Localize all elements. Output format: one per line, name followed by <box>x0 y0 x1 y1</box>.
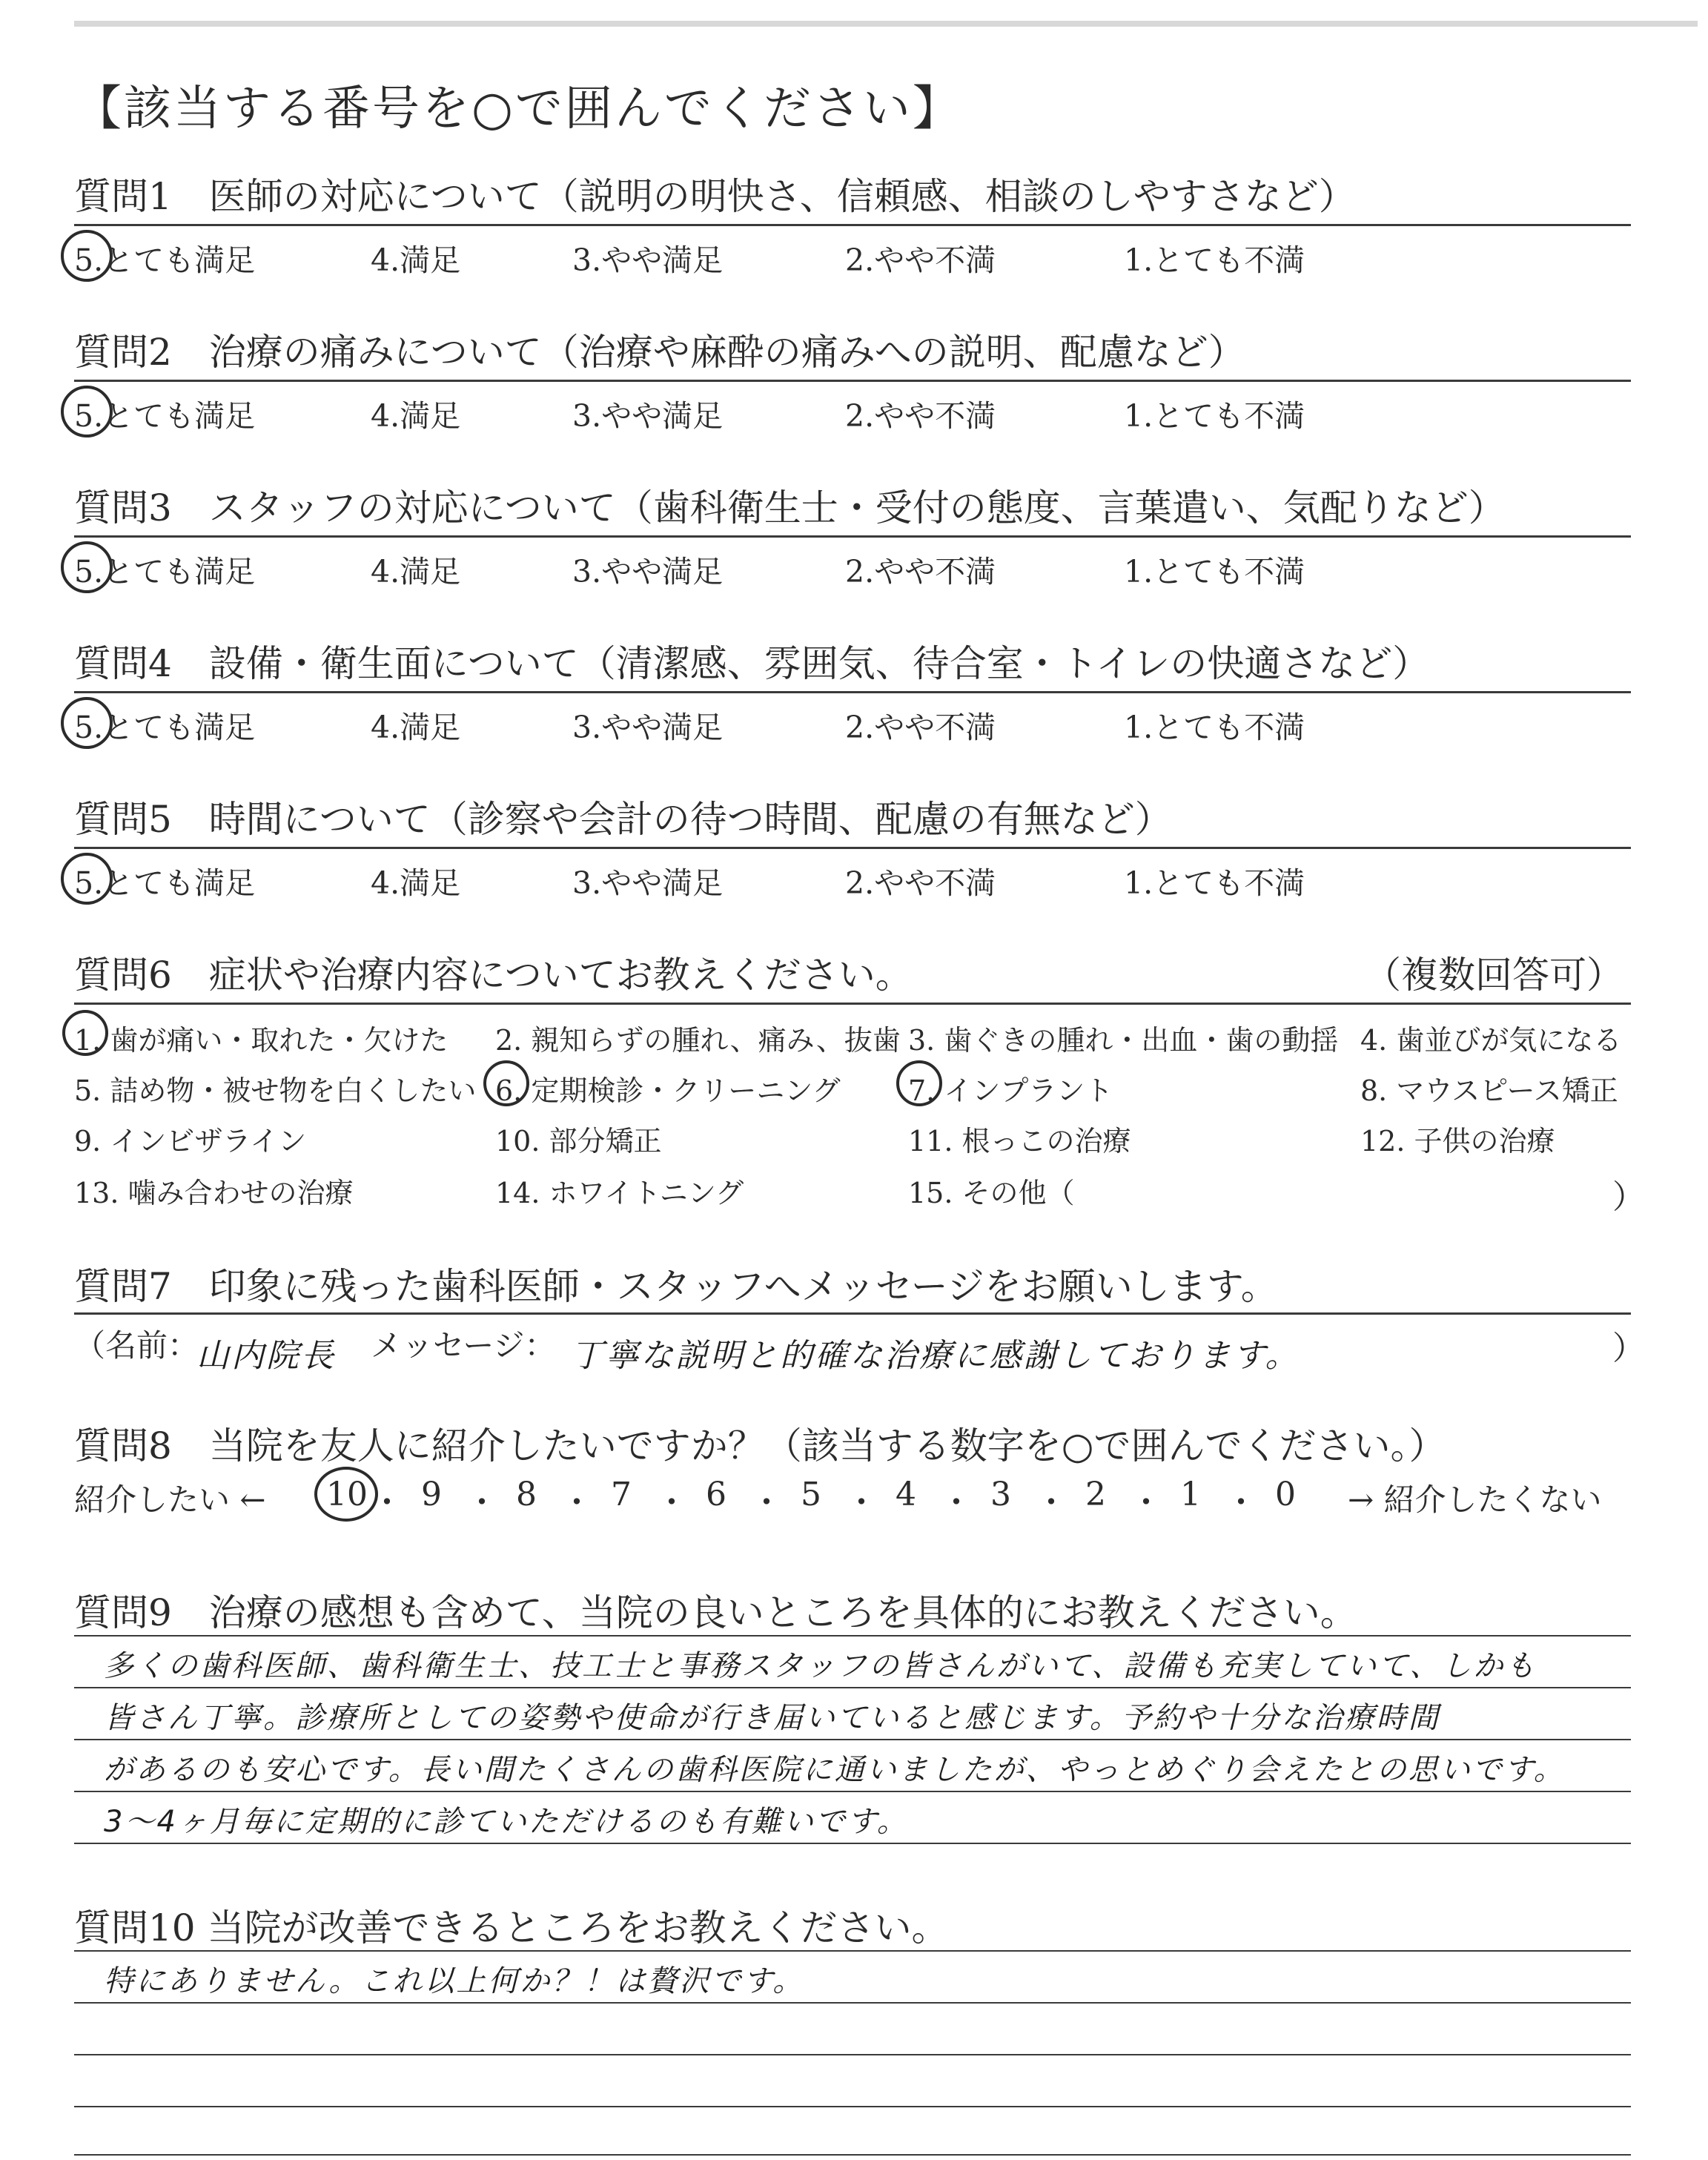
q8-title: 質問8 当院を友人に紹介したいですか？（該当する数字を○で囲んでください。） <box>74 1424 1446 1467</box>
selection-circle <box>314 1467 378 1522</box>
scale-separator: ・ <box>1225 1484 1257 1522</box>
q7-name-value: 山内院長 <box>196 1337 336 1375</box>
q6-note: （複数回答可） <box>1364 954 1623 997</box>
handwritten-line: 特にありません。これ以上何か？！は贅沢です。 <box>104 1964 805 1998</box>
rating-option: 1.とても不満 <box>1124 710 1305 745</box>
top-border <box>74 21 1698 27</box>
q6-option: 12. 子供の治療 <box>1360 1125 1555 1157</box>
handwritten-line: 3〜4ヶ月毎に定期的に診ていただけるのも有難いです。 <box>104 1805 909 1839</box>
q7-message-label: メッセージ： <box>371 1327 556 1364</box>
rating-option: 5.とても満足 <box>74 398 256 434</box>
page-title: 【該当する番号を○で囲んでください】 <box>74 82 962 136</box>
scale-separator: ・ <box>845 1484 878 1522</box>
rating-option: 5.とても満足 <box>74 242 256 278</box>
q7-name-label: （名前： <box>74 1327 199 1364</box>
rating-option: 4.満足 <box>371 554 461 589</box>
selection-circle <box>61 541 113 593</box>
selection-circle <box>896 1060 942 1106</box>
q9-title: 質問9 治療の感想も含めて、当院の良いところを具体的にお教えください。 <box>74 1591 1357 1634</box>
question-rule <box>74 691 1631 693</box>
selection-circle <box>61 697 113 749</box>
question-rule <box>74 224 1631 226</box>
question-rule <box>74 535 1631 538</box>
scale-separator: ・ <box>371 1484 403 1522</box>
q7-title: 質問7 印象に残った歯科医師・スタッフへメッセージをお願いします。 <box>74 1265 1278 1308</box>
answer-rule <box>74 2002 1631 2004</box>
q6-option: 13. 噛み合わせの治療 <box>74 1177 354 1209</box>
scale-number: 8 <box>516 1476 537 1513</box>
rating-option: 3.やや満足 <box>572 865 724 901</box>
question-title: 質問1 医師の対応について（説明の明快さ、信頼感、相談のしやすさなど） <box>74 175 1356 218</box>
scale-separator: ・ <box>1035 1484 1068 1522</box>
scale-number: 0 <box>1275 1476 1296 1513</box>
rating-option: 2.やや不満 <box>845 710 996 745</box>
handwritten-line: 多くの歯科医師、歯科衛生士、技工士と事務スタッフの皆さんがいて、設備も充実していて、しかも <box>104 1649 1537 1683</box>
scale-separator: ・ <box>655 1484 688 1522</box>
rating-option: 2.やや不満 <box>845 865 996 901</box>
q6-option: 1. 歯が痛い・取れた・欠けた <box>74 1024 448 1057</box>
answer-rule <box>74 1687 1631 1688</box>
q6-option: 11. 根っこの治療 <box>908 1125 1131 1157</box>
q6-option: 6. 定期検診・クリーニング <box>495 1074 841 1107</box>
question-title: 質問3 スタッフの対応について（歯科衛生士・受付の態度、言葉遣い、気配りなど） <box>74 486 1506 529</box>
answer-rule <box>74 1791 1631 1792</box>
q6-option: 14. ホワイトニング <box>495 1177 744 1209</box>
q6-option: 9. インビザライン <box>74 1125 307 1157</box>
rating-option: 1.とても不満 <box>1124 865 1305 901</box>
answer-rule <box>74 2054 1631 2055</box>
selection-circle <box>61 386 113 437</box>
q6-title: 質問6 症状や治療内容についてお教えください。 <box>74 954 913 997</box>
q6-option: 8. マウスピース矯正 <box>1360 1074 1618 1107</box>
rating-option: 1.とても不満 <box>1124 554 1305 589</box>
scale-number: 5 <box>801 1476 821 1513</box>
rating-option: 4.満足 <box>371 242 461 278</box>
rating-option: 4.満足 <box>371 710 461 745</box>
handwritten-line: があるのも安心です。長い間たくさんの歯科医院に通いましたが、やっとめぐり会えたとの思いです。 <box>104 1753 1566 1787</box>
scale-number: 1 <box>1180 1476 1201 1513</box>
q6-other-close: ） <box>1612 1178 1645 1216</box>
rating-option: 1.とても不満 <box>1124 398 1305 434</box>
selection-circle <box>61 230 113 282</box>
q6-option: 4. 歯並びが気になる <box>1360 1024 1622 1057</box>
scale-number: 6 <box>706 1476 726 1513</box>
selection-circle <box>483 1060 529 1106</box>
scale-separator: ・ <box>940 1484 973 1522</box>
rating-option: 5.とても満足 <box>74 554 256 589</box>
selection-circle <box>61 853 113 905</box>
scale-separator: ・ <box>560 1484 593 1522</box>
q6-rule <box>74 1003 1631 1005</box>
q6-option: 15. その他（ <box>908 1177 1075 1209</box>
rating-option: 3.やや満足 <box>572 554 724 589</box>
question-rule <box>74 847 1631 849</box>
scale-number: 3 <box>990 1476 1011 1513</box>
scale-number: 7 <box>611 1476 632 1513</box>
rating-option: 3.やや満足 <box>572 242 724 278</box>
rating-option: 5.とても満足 <box>74 865 256 901</box>
scale-separator: ・ <box>1130 1484 1162 1522</box>
q6-option: 2. 親知らずの腫れ、痛み、抜歯 <box>495 1024 901 1057</box>
answer-rule <box>74 2106 1631 2107</box>
rating-option: 3.やや満足 <box>572 710 724 745</box>
scale-number: 4 <box>896 1476 916 1513</box>
q8-left-label: 紹介したい ← <box>74 1482 266 1518</box>
q6-option: 10. 部分矯正 <box>495 1125 662 1157</box>
answer-rule <box>74 1739 1631 1740</box>
scale-separator: ・ <box>466 1484 498 1522</box>
question-title: 質問4 設備・衛生面について（清潔感、雰囲気、待合室・トイレの快適さなど） <box>74 642 1430 685</box>
scale-number: 9 <box>421 1476 442 1513</box>
answer-rule <box>74 2154 1631 2156</box>
scale-separator: ・ <box>750 1484 783 1522</box>
answer-rule <box>74 1843 1631 1844</box>
rating-option: 3.やや満足 <box>572 398 724 434</box>
rating-option: 2.やや不満 <box>845 554 996 589</box>
scale-number: 2 <box>1085 1476 1106 1513</box>
rating-option: 1.とても不満 <box>1124 242 1305 278</box>
q7-message-value: 丁寧な説明と的確な治療に感謝しております。 <box>571 1337 1300 1375</box>
q7-close-paren: ） <box>1612 1330 1645 1367</box>
question-title: 質問5 時間について（診察や会計の待つ時間、配慮の有無など） <box>74 798 1172 841</box>
rating-option: 2.やや不満 <box>845 242 996 278</box>
q10-title: 質問10 当院が改善できるところをお教えください。 <box>74 1906 949 1949</box>
q7-rule <box>74 1312 1631 1315</box>
q6-option: 3. 歯ぐきの腫れ・出血・歯の動揺 <box>908 1024 1339 1057</box>
rating-option: 2.やや不満 <box>845 398 996 434</box>
answer-rule <box>74 1950 1631 1952</box>
scale-number: 10 <box>326 1476 368 1513</box>
question-rule <box>74 380 1631 382</box>
handwritten-line: 皆さん丁寧。診療所としての姿勢や使命が行き届いていると感じます。予約や十分な治療時間 <box>104 1701 1440 1735</box>
rating-option: 4.満足 <box>371 865 461 901</box>
q8-right-label: → 紹介したくない <box>1348 1482 1602 1518</box>
q6-option: 5. 詰め物・被せ物を白くしたい <box>74 1074 477 1107</box>
q6-option: 7. インプラント <box>908 1074 1113 1107</box>
rating-option: 5.とても満足 <box>74 710 256 745</box>
selection-circle <box>62 1010 108 1056</box>
question-title: 質問2 治療の痛みについて（治療や麻酔の痛みへの説明、配慮など） <box>74 331 1245 374</box>
rating-option: 4.満足 <box>371 398 461 434</box>
answer-rule <box>74 1635 1631 1636</box>
